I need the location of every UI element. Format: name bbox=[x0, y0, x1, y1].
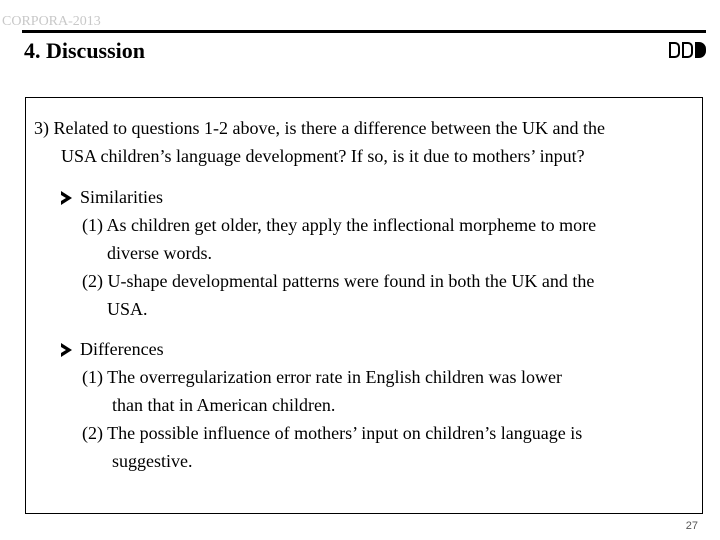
arrow-bullet-icon bbox=[61, 191, 72, 205]
title-divider bbox=[22, 30, 706, 33]
difference-item-1-line-1: (1) The overregularization error rate in English children was lower bbox=[82, 367, 562, 387]
similarity-item-1-line-1: (1) As children get older, they apply the inflectional morpheme to more bbox=[82, 215, 597, 235]
content-panel bbox=[25, 97, 703, 514]
page-number: 27 bbox=[685, 520, 698, 532]
similarity-item-2-line-1: (2) U-shape developmental patterns were found in both the UK and the bbox=[82, 271, 595, 291]
similarity-item-2-line-2: USA. bbox=[107, 299, 148, 319]
slide-title: 4. Discussion bbox=[24, 38, 146, 63]
slide-decoration-icon bbox=[669, 42, 706, 58]
difference-item-1-line-2: than that in American children. bbox=[112, 395, 336, 415]
differences-heading: Differences bbox=[80, 339, 164, 359]
difference-item-2-line-1: (2) The possible influence of mothers’ input on children’s language is bbox=[82, 423, 583, 443]
differences-bullet bbox=[61, 339, 164, 360]
similarities-bullet bbox=[61, 187, 163, 208]
arrow-bullet-icon bbox=[61, 343, 72, 357]
difference-item-2-line-2: suggestive. bbox=[112, 451, 193, 471]
question-line-1: 3) Related to questions 1-2 above, is there a difference between the UK and the bbox=[34, 118, 605, 138]
similarity-item-1-line-2: diverse words. bbox=[107, 243, 212, 263]
question-line-2: USA children’s language development? If so, is it due to mothers’ input? bbox=[61, 146, 585, 166]
header-watermark: CORPORA-2013 bbox=[2, 14, 101, 29]
similarities-heading: Similarities bbox=[80, 187, 163, 207]
